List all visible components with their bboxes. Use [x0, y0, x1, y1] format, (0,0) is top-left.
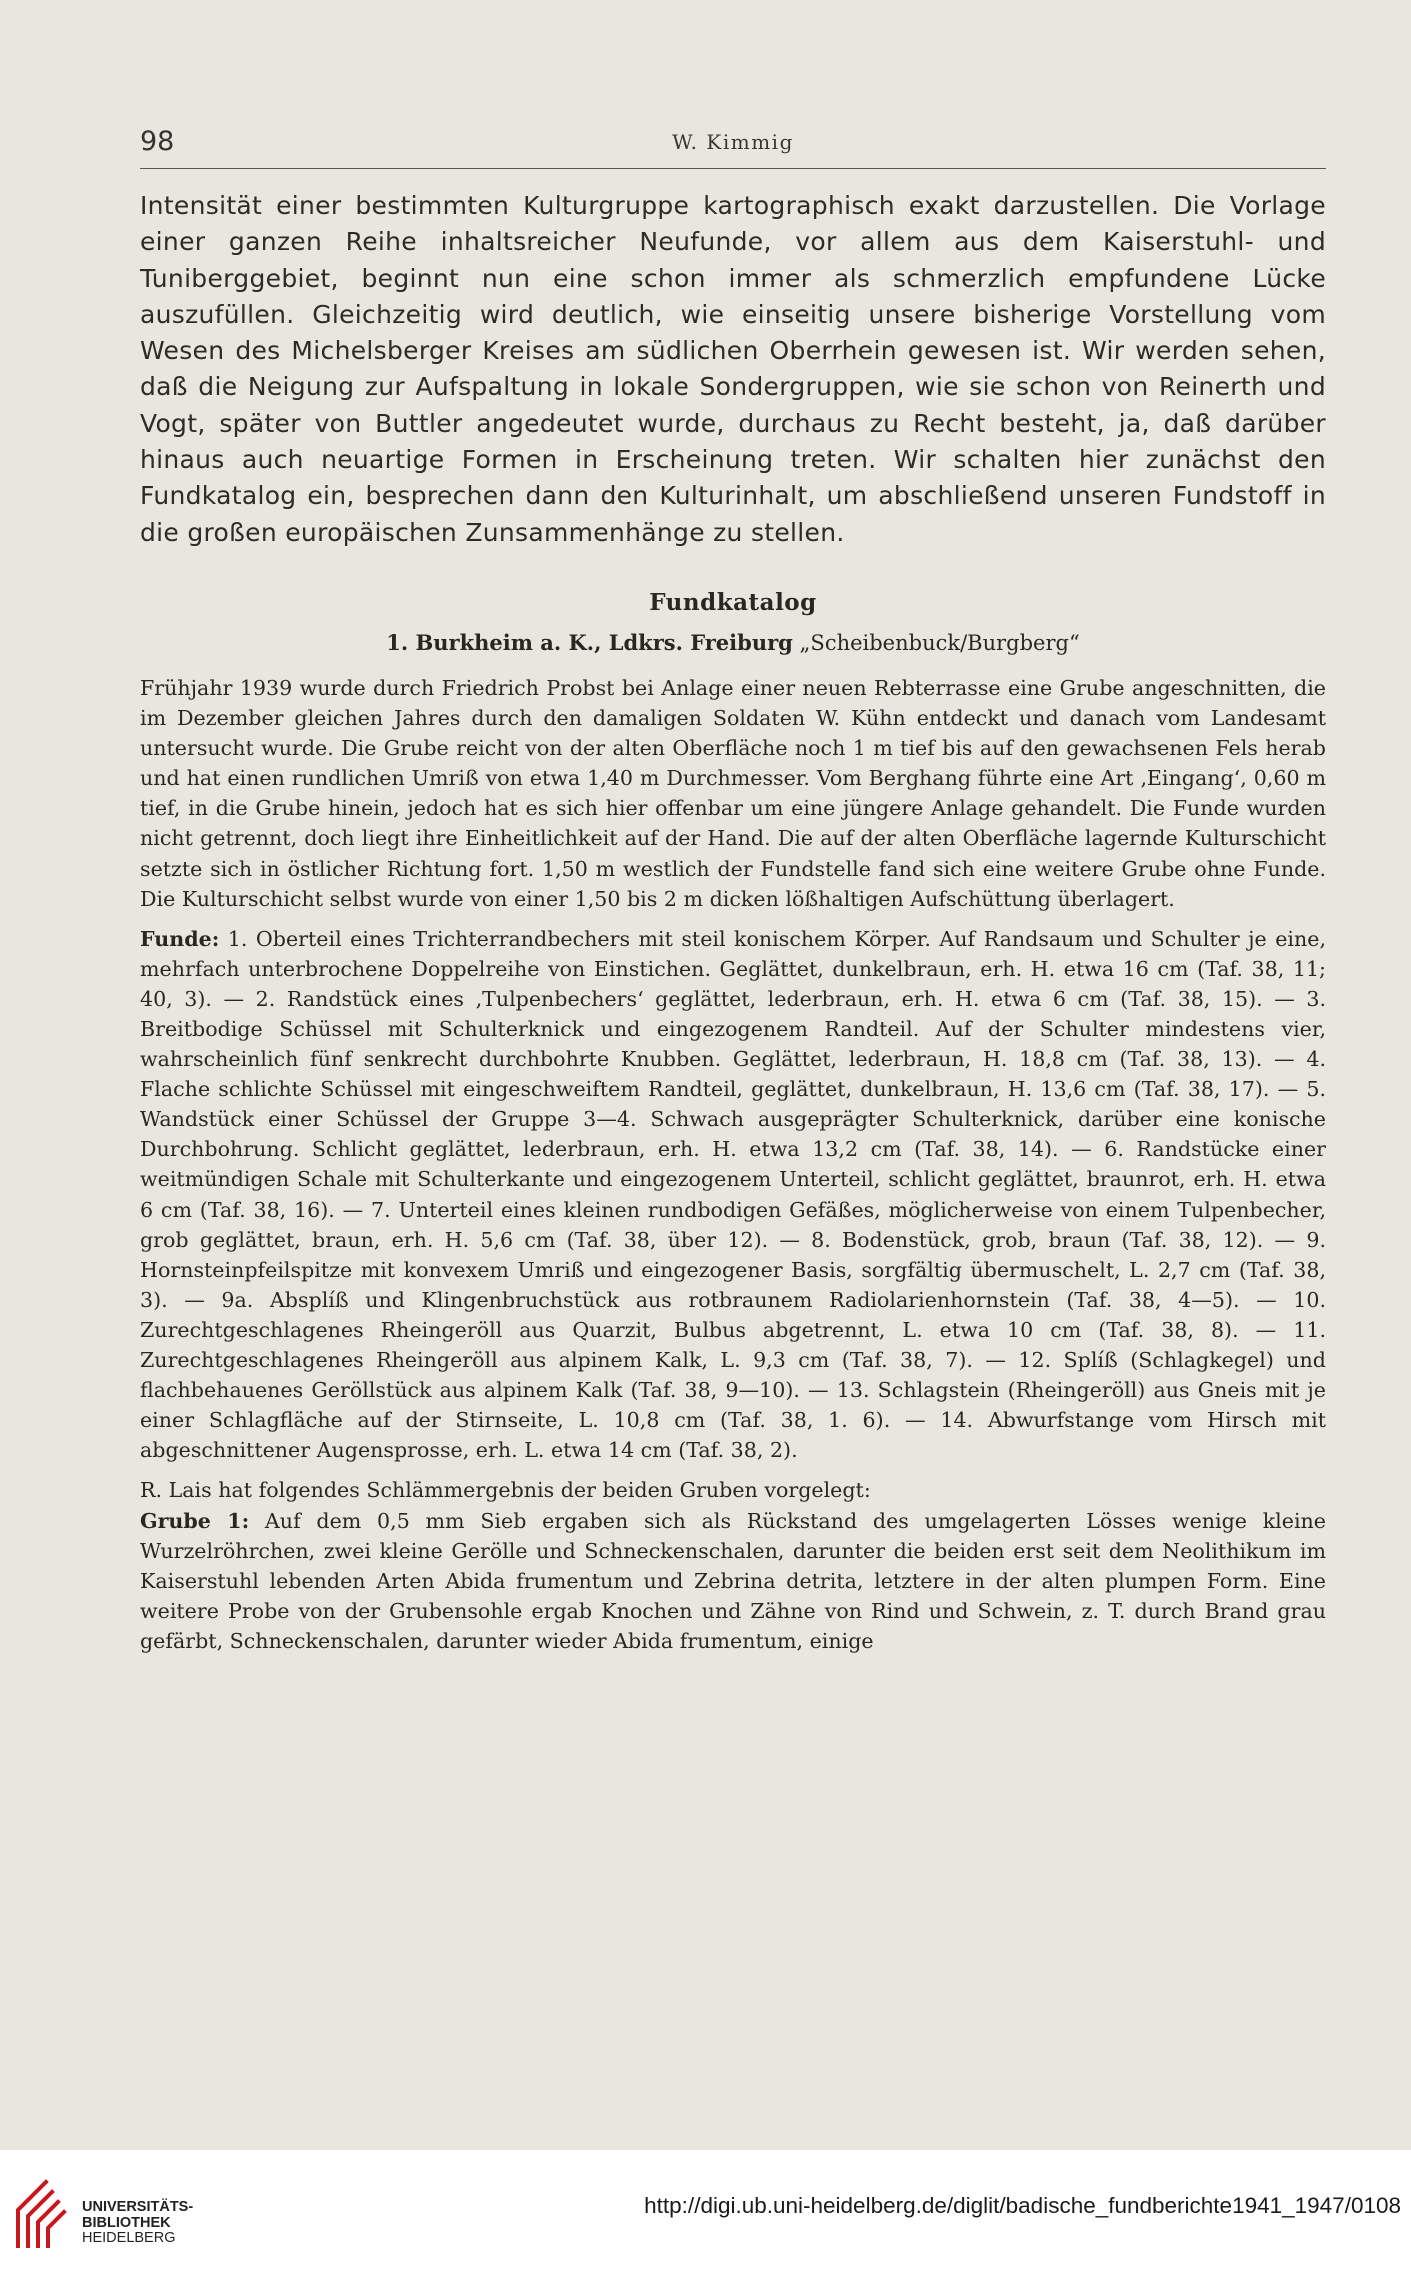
finds-label: Funde:: [140, 926, 220, 951]
page-footer: [0, 2150, 1411, 2273]
page-body: [140, 188, 1326, 1656]
site-heading: [140, 630, 1326, 655]
finds-paragraph: [140, 924, 1326, 1466]
grube1-paragraph: [140, 1506, 1326, 1656]
section-heading: Fundkatalog: [649, 588, 817, 616]
grube1-label: Grube 1:: [140, 1508, 250, 1533]
site-name: 1. Burkheim a. K., Ldkrs. Freiburg: [386, 629, 793, 655]
library-logo-icon: [12, 2176, 74, 2252]
library-name: [82, 2200, 193, 2247]
running-head: W. Kimmig: [672, 130, 794, 154]
grube1-text: Auf dem 0,5 mm Sieb ergaben sich als Rückstand des umgelagerten Lösses wenige kleine Wurzelröhrchen, zwei kleine Gerölle und Schneckenschalen, darunter die beiden erst seit dem Neolithikum im Kaiserstuhl lebenden Arten Abida frumentum und Zebrina detrita, letztere in der alten plumpen Form. Eine weitere Probe von der Grubensohle ergab Knochen und Zähne von Rind und Schwein, z. T. durch Brand grau gefärbt, Schneckenschalen, darunter wieder Abida frumentum, einige: [140, 1508, 1326, 1653]
page-number: 98: [140, 126, 175, 157]
library-name-line2: BIBLIOTHEK: [82, 2214, 171, 2231]
intro-paragraph: Intensität einer bestimmten Kulturgruppe kartographisch exakt darzustellen. Die Vorlage einer ganzen Reihe inhaltsreicher Neufunde, vor allem aus dem Kaiserstuhl- und Tuniberggebiet, beginnt nun eine schon immer als schmerzlich empfundene Lücke auszufüllen. Gleichzeitig wird deutlich, wie einseitig unsere bisherige Vorstellung vom Wesen des Michelsberger Kreises am südlichen Oberrhein gewesen ist. Wir werden sehen, daß die Neigung zur Aufspaltung in lokale Sondergruppen, wie sie schon von Reinerth und Vogt, später von Buttler angedeutet wurde, durchaus zu Recht besteht, ja, daß darüber hinaus auch neuartige Formen in Erscheinung treten. Wir schalten hier zunächst den Fundkatalog ein, besprechen dann den Kulturinhalt, um abschließend unseren Fundstoff in die großen europäischen Zunsammenhänge zu stellen.: [140, 191, 1326, 547]
library-name-line1: UNIVERSITÄTS-: [82, 2199, 194, 2215]
library-name-line3: HEIDELBERG: [82, 2230, 176, 2246]
lais-paragraph: R. Lais hat folgendes Schlämmergebnis der beiden Gruben vorgelegt:: [140, 1478, 871, 1503]
source-url: http://digi.ub.uni-heidelberg.de/diglit/badische_fundberichte1941_1947/0108: [644, 2193, 1401, 2218]
page-header: [140, 126, 1326, 169]
site-locality: „Scheibenbuck/Burgberg“: [799, 630, 1080, 655]
site-description-paragraph: Frühjahr 1939 wurde durch Friedrich Probst bei Anlage einer neuen Rebterrasse eine Grube angeschnitten, die im Dezember gleichen Jahres durch den damaligen Soldaten W. Kühn entdeckt und danach vom Landesamt untersucht wurde. Die Grube reicht von der alten Oberfläche noch 1 m tief bis auf den gewachsenen Fels herab und hat einen rundlichen Umriß von etwa 1,40 m Durchmesser. Vom Berghang führte eine Art ‚Eingang‘, 0,60 m tief, in die Grube hinein, jedoch hat es sich hier offenbar um eine jüngere Anlage gehandelt. Die Funde wurden nicht getrennt, doch liegt ihre Einheitlichkeit auf der Hand. Die auf der alten Oberfläche lagernde Kulturschicht setzte sich in östlicher Richtung fort. 1,50 m westlich der Fundstelle fand sich eine weitere Grube ohne Funde. Die Kulturschicht selbst wurde von einer 1,50 bis 2 m dicken lößhaltigen Aufschüttung überlagert.: [140, 675, 1326, 911]
finds-text: 1. Oberteil eines Trichterrandbechers mit steil konischem Körper. Auf Randsaum und Schulter je eine, mehrfach unterbrochene Doppelreihe von Einstichen. Geglättet, dunkelbraun, erh. H. etwa 16 cm (Taf. 38, 11; 40, 3). — 2. Randstück eines ‚Tulpenbechers‘ geglättet, lederbraun, erh. H. etwa 6 cm (Taf. 38, 15). — 3. Breitbodige Schüssel mit Schulterknick und eingezogenem Randteil. Auf der Schulter mindestens vier, wahrscheinlich fünf senkrecht durchbohrte Knubben. Geglättet, lederbraun, H. 18,8 cm (Taf. 38, 13). — 4. Flache schlichte Schüssel mit eingeschweiftem Randteil, geglättet, dunkelbraun, H. 13,6 cm (Taf. 38, 17). — 5. Wandstück einer Schüssel der Gruppe 3—4. Schwach ausgeprägter Schulterknick, darüber eine konische Durchbohrung. Schlicht geglättet, lederbraun, erh. H. etwa 13,2 cm (Taf. 38, 14). — 6. Randstücke einer weitmündigen Schale mit Schulterkante und eingezogenem Unterteil, schlicht geglättet, braunrot, erh. H. etwa 6 cm (Taf. 38, 16). — 7. Unterteil eines kleinen rundbodigen Gefäßes, möglicherweise von einem Tulpenbecher, grob geglättet, braun, erh. H. 5,6 cm (Taf. 38, über 12). — 8. Bodenstück, grob, braun (Taf. 38, 12). — 9. Hornsteinpfeilspitze mit konvexem Umriß und eingezogener Basis, sorgfältig übermuschelt, L. 2,7 cm (Taf. 38, 3). — 9a. Absplíß und Klingenbruchstück aus rotbraunem Radiolarienhornstein (Taf. 38, 4—5). — 10. Zurechtgeschlagenes Rheingeröll aus Quarzit, Bulbus abgetrennt, L. etwa 10 cm (Taf. 38, 8). — 11. Zurechtgeschlagenes Rheingeröll aus alpinem Kalk, L. 9,3 cm (Taf. 38, 7). — 12. Splíß (Schlagkegel) und flachbehauenes Geröllstück aus alpinem Kalk (Taf. 38, 9—10). — 13. Schlagstein (Rheingeröll) aus Gneis mit je einer Schlagfläche auf der Stirnseite, L. 10,8 cm (Taf. 38, 1. 6). — 14. Abwurfstange vom Hirsch mit abgeschnittener Augensprosse, erh. L. etwa 14 cm (Taf. 38, 2).: [140, 926, 1326, 1463]
